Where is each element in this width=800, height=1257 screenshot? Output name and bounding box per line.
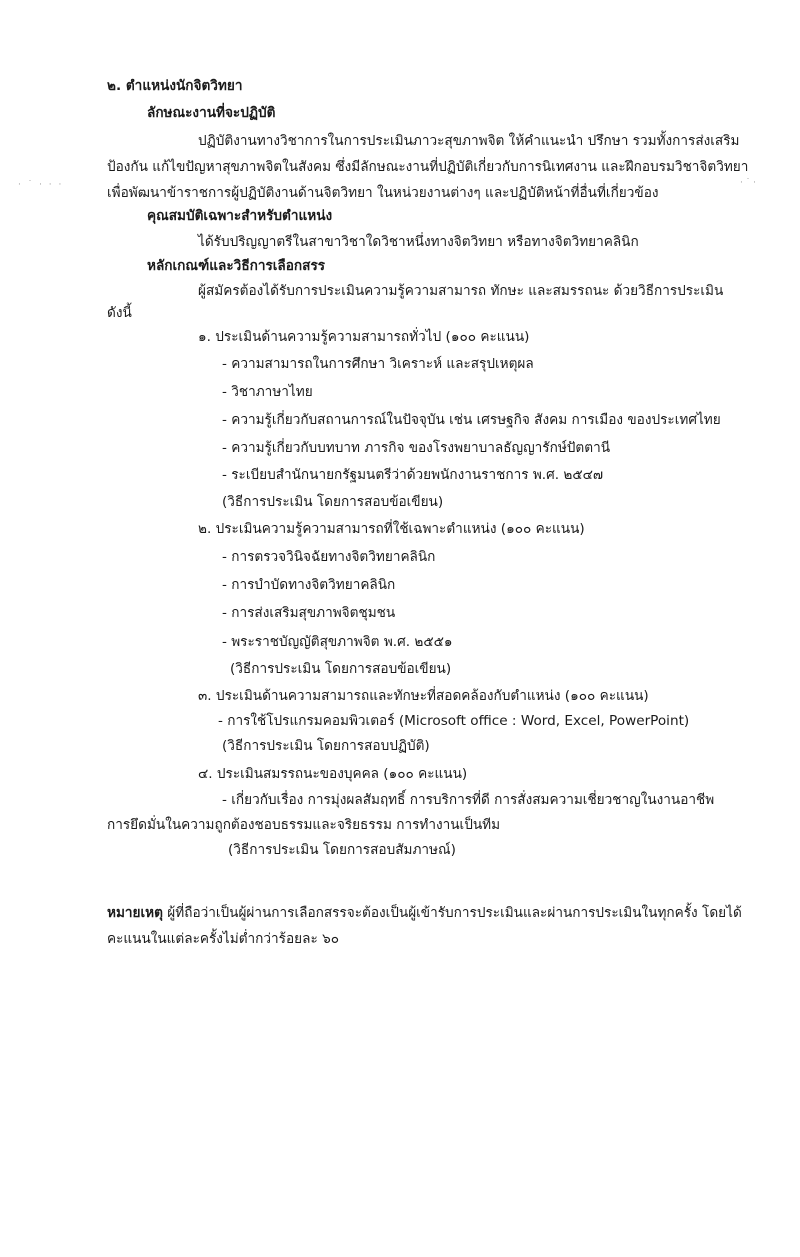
assessment-2-item: - การตรวจวินิจฉัยทางจิตวิทยาคลินิก (222, 549, 436, 565)
duties-line-1: ปฏิบัติงานทางวิชาการในการประเมินภาวะสุขภาพจิต ให้คำแนะนำ ปรึกษา รวมทั้งการส่งเสริม (198, 133, 740, 149)
note-line-2: คะแนนในแต่ละครั้งไม่ต่ำกว่าร้อยละ ๖๐ (107, 931, 339, 947)
assessment-1-item: - วิชาภาษาไทย (222, 384, 313, 400)
assessment-1-item: - ระเบียบสำนักนายกรัฐมนตรีว่าด้วยพนักงานราชการ พ.ศ. ๒๕๔๗ (222, 467, 604, 483)
assessment-3-method: (วิธีการประเมิน โดยการสอบปฏิบัติ) (222, 738, 430, 754)
assessment-2-item: - การบำบัดทางจิตวิทยาคลินิก (222, 577, 396, 593)
section-heading: ๒. ตำแหน่งนักจิตวิทยา (107, 78, 243, 94)
duties-line-3: เพื่อพัฒนาข้าราชการผู้ปฏิบัติงานด้านจิตวิทยา ในหน่วยงานต่างๆ และปฏิบัติหน้าที่อื่นที่เกี่ยวข้อง (107, 185, 659, 201)
note-label: หมายเหตุ (107, 905, 163, 921)
assessment-2-item: - การส่งเสริมสุขภาพจิตชุมชน (222, 605, 396, 621)
criteria-line-2: ดังนี้ (107, 305, 132, 321)
assessment-3-title: ๓. ประเมินด้านความสามารถและทักษะที่สอดคล้องกับตำแหน่ง (๑๐๐ คะแนน) (198, 688, 649, 704)
note-text: ผู้ที่ถือว่าเป็นผู้ผ่านการเลือกสรรจะต้องเป็นผู้เข้ารับการประเมินและผ่านการประเมินในทุกครั้ง โดยได้ (162, 905, 742, 921)
assessment-1-item: - ความรู้เกี่ยวกับสถานการณ์ในปัจจุบัน เช่น เศรษฐกิจ สังคม การเมือง ของประเทศไทย (222, 412, 721, 428)
criteria-heading: หลักเกณฑ์และวิธีการเลือกสรร (147, 258, 326, 274)
assessment-1-item: - ความรู้เกี่ยวกับบทบาท ภารกิจ ของโรงพยาบาลธัญญารักษ์ปัตตานี (222, 440, 611, 456)
note-line-1 (107, 903, 742, 923)
assessment-2-title: ๒. ประเมินความรู้ความสามารถที่ใช้เฉพาะตำแหน่ง (๑๐๐ คะแนน) (198, 521, 585, 537)
assessment-4-item-cont: การยึดมั่นในความถูกต้องชอบธรรมและจริยธรรม การทำงานเป็นทีม (107, 817, 501, 833)
qualification-text: ได้รับปริญญาตรีในสาขาวิชาใดวิชาหนึ่งทางจิตวิทยา หรือทางจิตวิทยาคลินิก (198, 234, 639, 250)
duties-heading: ลักษณะงานที่จะปฏิบัติ (147, 105, 276, 121)
scan-noise: · ˙ · (740, 178, 756, 188)
assessment-1-method: (วิธีการประเมิน โดยการสอบข้อเขียน) (222, 494, 444, 510)
assessment-4-title: ๔. ประเมินสมรรถนะของบุคคล (๑๐๐ คะแนน) (198, 766, 468, 782)
assessment-1-item: - ความสามารถในการศึกษา วิเคราะห์ และสรุปเหตุผล (222, 356, 534, 372)
assessment-2-item: - พระราชบัญญัติสุขภาพจิต พ.ศ. ๒๕๕๑ (222, 634, 453, 650)
qualification-heading: คุณสมบัติเฉพาะสำหรับตำแหน่ง (147, 208, 333, 224)
assessment-1-title: ๑. ประเมินด้านความรู้ความสามารถทั่วไป (๑๐๐ คะแนน) (198, 329, 530, 345)
assessment-4-item: - เกี่ยวกับเรื่อง การมุ่งผลสัมฤทธิ์ การบริการที่ดี การสั่งสมความเชี่ยวชาญในงานอาชีพ (222, 792, 715, 808)
assessment-4-method: (วิธีการประเมิน โดยการสอบสัมภาษณ์) (228, 842, 456, 858)
duties-line-2: ป้องกัน แก้ไขปัญหาสุขภาพจิตในสังคม ซึ่งมีลักษณะงานที่ปฏิบัติเกี่ยวกับการนิเทศงาน และฝึกอบรมวิชาจิตวิทยา (107, 159, 749, 175)
assessment-2-method: (วิธีการประเมิน โดยการสอบข้อเขียน) (230, 661, 452, 677)
assessment-3-item: - การใช้โปรแกรมคอมพิวเตอร์ (Microsoft office : Word, Excel, PowerPoint) (218, 713, 690, 729)
criteria-line-1: ผู้สมัครต้องได้รับการประเมินความรู้ความสามารถ ทักษะ และสมรรถนะ ด้วยวิธีการประเมิน (198, 283, 724, 299)
scan-noise: · ˙ · · · (18, 180, 64, 190)
